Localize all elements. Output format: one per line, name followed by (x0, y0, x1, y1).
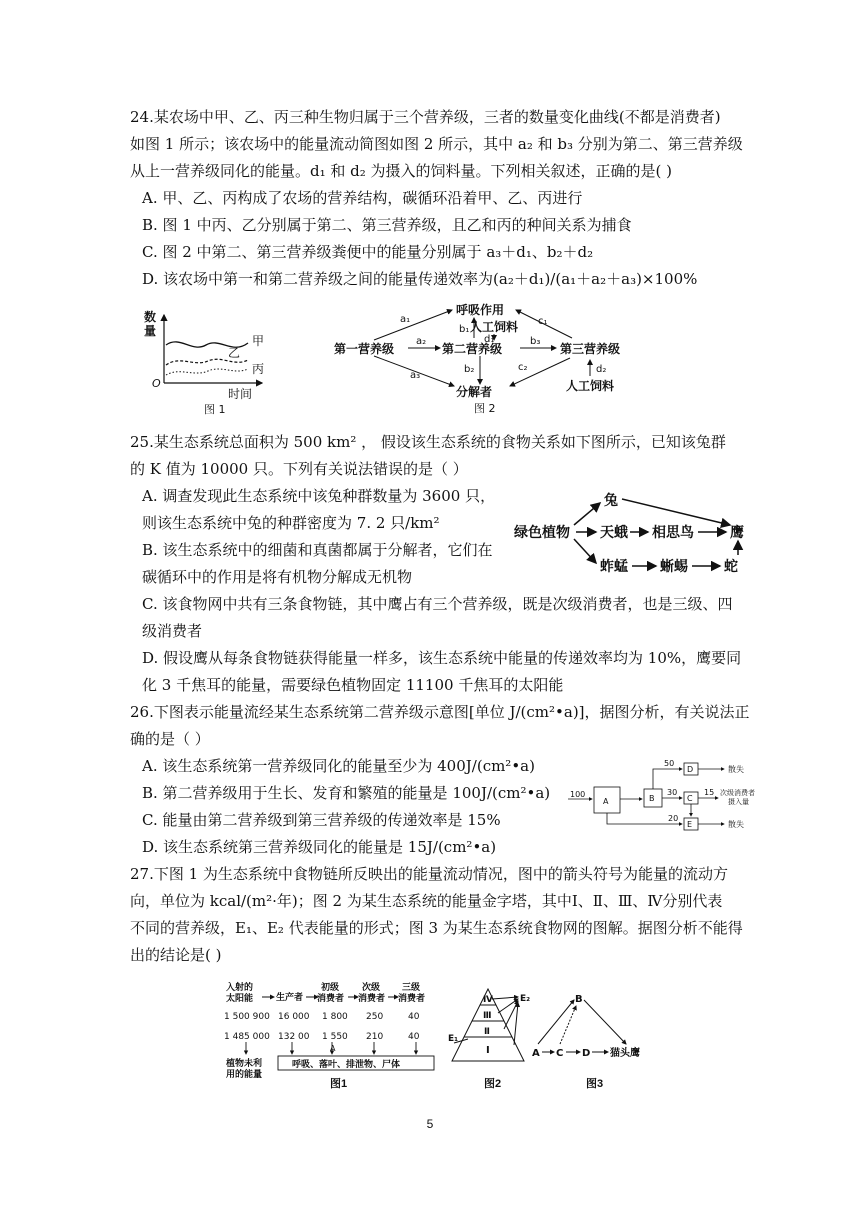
q24-option-b: B. 图 1 中丙、乙分别属于第二、第三营养级，且乙和丙的种间关系为捕食 (142, 216, 632, 234)
q27f1-r2-1: 132 00 (278, 1032, 310, 1042)
q25-stem-line1: 25.某生态系统总面积为 500 km² ， 假设该生态系统的食物关系如下图所示，已知该兔群 (130, 433, 726, 451)
fig2-respiration: 呼吸作用 (456, 303, 505, 317)
q27-fig2-caption: 图2 (484, 1078, 502, 1090)
q27f1-unused-1: 植物未利 (226, 1059, 263, 1069)
fig2-a1: a₁ (400, 314, 411, 325)
q24-stem-line1: 24.某农场中甲、乙、丙三种生物归属于三个营养级，三者的数量变化曲线(不都是消费者) (130, 108, 721, 126)
q26-box-d: D (687, 765, 694, 774)
web-hawk: 鹰 (730, 525, 744, 541)
q27f3-node-c: C (556, 1048, 564, 1059)
q26-option-c: C. 能量由第二营养级到第三营养级的传递效率是 15% (142, 811, 501, 829)
fig2-a2: a₂ (416, 336, 427, 347)
q27f1-r2-0: 1 485 000 (224, 1032, 270, 1042)
q27f2-level-ii: Ⅱ (484, 1027, 490, 1037)
q27f1-r1-0: 1 500 900 (224, 1012, 270, 1022)
q27f1-c2-a: 次级 (362, 983, 381, 993)
q27f1-r1-4: 40 (408, 1012, 420, 1022)
web-lizard: 蜥蜴 (660, 559, 688, 575)
q27f1-c1-a: 初级 (321, 983, 340, 993)
q27f1-sun-2: 太阳能 (226, 994, 254, 1004)
q27-figure-2 (448, 985, 538, 1065)
fig2-d1: d₁ (484, 334, 495, 345)
q25-option-c-1: C. 该食物网中共有三条食物链，其中鹰占有三个营养级，既是次级消费者，也是三级、四 (142, 595, 733, 613)
q26-box-c: C (687, 794, 693, 803)
fig1-curve-yi (166, 359, 248, 365)
q27f1-unused-2: 用的能量 (226, 1070, 263, 1080)
page-number: 5 (426, 1117, 434, 1131)
q27-stem-line4: 出的结论是( ) (130, 946, 222, 964)
q26-box-e: E (687, 820, 693, 829)
q26-option-a: A. 该生态系统第一营养级同化的能量至少为 400J/(cm²•a) (142, 757, 535, 775)
fig2-feed-2: 人工饲料 (566, 379, 615, 393)
q24-option-c: C. 图 2 中第二、第三营养级粪便中的能量分别属于 a₃＋d₁、b₂＋d₂ (142, 243, 594, 261)
q27f2-e2: E₂ (520, 994, 531, 1004)
q25-option-c-2: 级消费者 (142, 622, 203, 640)
q27f1-label-a: A (330, 1044, 336, 1053)
fig2-level-2: 第二营养级 (442, 342, 503, 356)
q27f1-r2-4: 40 (408, 1032, 420, 1042)
fig2-b3: b₃ (530, 336, 541, 347)
fig2-c1: c₁ (538, 316, 548, 327)
web-bird: 相思鸟 (652, 525, 694, 541)
q27f1-c3-a: 三级 (402, 983, 421, 993)
fig1-label-yi: 乙 (228, 346, 241, 360)
web-plant: 绿色植物 (514, 525, 570, 541)
q25-option-a-1: A. 调查发现此生态系统中该兔种群数量为 3600 只， (142, 487, 496, 505)
q27f1-r2-3: 210 (366, 1032, 384, 1042)
q26-val-30: 30 (667, 788, 678, 797)
q26-next-2: 摄入量 (728, 798, 749, 806)
q27f1-r1-2: 1 800 (322, 1012, 348, 1022)
fig1-ylabel-1: 数 (144, 310, 157, 324)
q27f1-r1-1: 16 000 (278, 1012, 310, 1022)
q25-option-d-1: D. 假设鹰从每条食物链获得能量一样多，该生态系统中能量的传递效率均为 10%，鹰要同 (142, 649, 742, 667)
web-rabbit: 兔 (604, 493, 618, 509)
q24-figure-1 (140, 305, 290, 420)
q27-stem-line2: 向，单位为 kcal/(m²·年)；图 2 为某生态系统的能量金字塔，其中Ⅰ、Ⅱ、Ⅲ、Ⅳ分别代表 (130, 892, 723, 910)
fig2-decomposer: 分解者 (456, 385, 493, 399)
q27-stem-line3: 不同的营养级，E₁、E₂ 代表能量的形式；图 3 为某生态系统食物网的图解。据图分析不能得 (130, 919, 743, 937)
fig2-d2: d₂ (596, 364, 607, 375)
fig1-origin: O (152, 377, 161, 390)
q25-option-b-2: 碳循环中的作用是将有机物分解成无机物 (142, 568, 413, 586)
q27f1-sun-1: 入射的 (226, 983, 254, 993)
q25-stem-line2: 的 K 值为 10000 只。下列有关说法错误的是（ ） (130, 460, 468, 478)
q25-food-web (508, 485, 770, 577)
q27-fig1-caption: 图1 (330, 1078, 348, 1090)
q26-option-b: B. 第二营养级用于生长、发育和繁殖的能量是 100J/(cm²•a) (142, 784, 551, 802)
q26-stem-line1: 26.下图表示能量流经某生态系统第二营养级示意图[单位 J/(cm²•a)]，据图分析，有关说法正 (130, 703, 750, 721)
q24-option-d: D. 该农场中第一和第二营养级之间的能量传递效率为(a₂＋d₁)/(a₁＋a₂＋a₃)×100% (142, 270, 698, 288)
fig2-a3: a₃ (410, 370, 421, 381)
q26-option-d: D. 该生态系统第三营养级同化的能量是 15J/(cm²•a) (142, 838, 497, 856)
q27f1-c1-b: 消费者 (317, 994, 345, 1004)
fig1-ylabel-2: 量 (144, 324, 157, 338)
q27f2-level-iv: Ⅳ (483, 995, 493, 1005)
q27-fig3-caption: 图3 (586, 1078, 604, 1090)
q26-energy-diagram (564, 755, 794, 835)
q24-option-a: A. 甲、乙、丙构成了农场的营养结构，碳循环沿着甲、乙、丙进行 (142, 189, 583, 207)
q27f3-node-d: D (582, 1048, 591, 1059)
q27f3-owl: 猫头鹰 (610, 1048, 640, 1059)
q27-stem-line1: 27.下图 1 为生态系统中食物链所反映出的能量流动情况，图中的箭头符号为能量的流动方 (130, 865, 728, 883)
fig2-level-1: 第一营养级 (334, 342, 395, 356)
q27f1-c2-b: 消费者 (358, 994, 386, 1004)
q26-val-15: 15 (704, 788, 715, 797)
fig2-c2: c₂ (518, 362, 528, 373)
fig2-b1: b₁ (459, 324, 470, 335)
q25-option-a-2: 则该生态系统中兔的种群密度为 7. 2 只/km² (142, 514, 440, 532)
q26-loss-1: 散失 (728, 765, 744, 774)
q26-box-a: A (603, 797, 609, 806)
q27f1-c3-b: 消费者 (398, 994, 426, 1004)
q26-val-50: 50 (664, 759, 675, 768)
web-snake: 蛇 (724, 559, 738, 575)
q27f3-node-a: A (532, 1048, 540, 1059)
q27-figure-1 (222, 980, 442, 1088)
web-moth: 天蛾 (600, 525, 628, 541)
q26-stem-line2: 确的是（ ） (130, 730, 210, 748)
q27f2-level-i: Ⅰ (486, 1045, 490, 1056)
web-grasshopper: 蚱蜢 (600, 559, 628, 575)
fig1-curve-bing (166, 369, 248, 375)
fig1-caption: 图 1 (204, 403, 226, 416)
q25-option-b-1: B. 该生态系统中的细菌和真菌都属于分解者，它们在 (142, 541, 493, 559)
q27f2-level-iii: Ⅲ (483, 1011, 492, 1021)
q27f1-box-label: 呼吸、落叶、排泄物、尸体 (292, 1060, 401, 1070)
q27f1-producer: 生产者 (276, 993, 304, 1003)
fig1-xlabel: 时间 (228, 387, 253, 401)
q27f1-r2-2: 1 550 (322, 1032, 348, 1042)
q27f3-node-b: B (575, 994, 583, 1005)
q26-val-100: 100 (570, 790, 586, 799)
q24-stem-line2: 如图 1 所示；该农场中的能量流动简图如图 2 所示，其中 a₂ 和 b₃ 分别为第二、第三营养级 (130, 135, 743, 153)
q25-option-d-2: 化 3 千焦耳的能量，需要绿色植物固定 11100 千焦耳的太阳能 (142, 676, 564, 694)
q26-next-1: 次级消费者 (720, 789, 755, 797)
q26-loss-2: 散失 (728, 820, 744, 829)
fig2-level-3: 第三营养级 (560, 342, 621, 356)
fig2-feed-1: 人工饲料 (470, 320, 519, 334)
q24-figure-2 (334, 300, 644, 418)
q26-val-20: 20 (668, 814, 679, 823)
q26-box-b: B (649, 794, 655, 803)
fig2-caption: 图 2 (474, 402, 496, 415)
fig1-label-bing: 丙 (252, 362, 265, 376)
q24-stem-line3: 从上一营养级同化的能量。d₁ 和 d₂ 为摄入的饲料量。下列相关叙述，正确的是( ) (130, 162, 673, 180)
q27-figure-3 (530, 990, 680, 1062)
q27f1-r1-3: 250 (366, 1012, 384, 1022)
q27f2-e1: E₁ (448, 1034, 459, 1044)
fig1-label-jia: 甲 (252, 334, 265, 348)
fig2-b2: b₂ (464, 364, 475, 375)
